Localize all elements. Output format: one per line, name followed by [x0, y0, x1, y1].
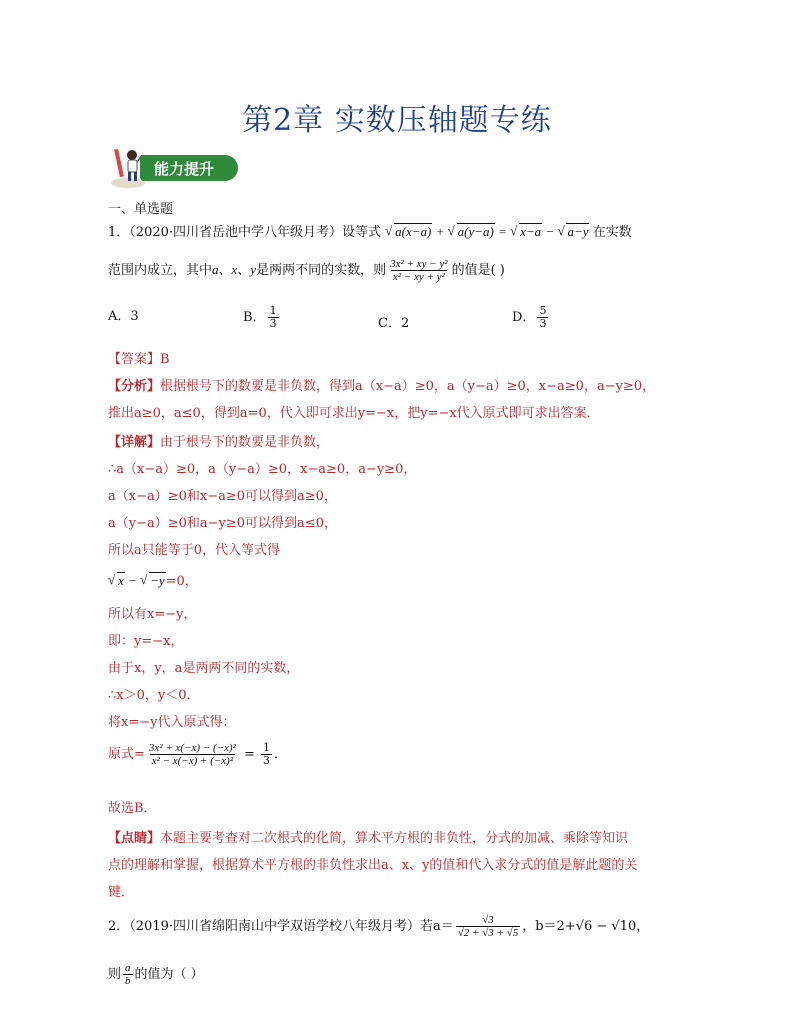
analysis-line1: 【分析】根据根号下的数要是非负数，得到a（x−a）≥0，a（y−a）≥0，x−a≥0，a−y≥0， [108, 379, 656, 394]
badge-label: 能力提升 [154, 160, 215, 178]
q1-line2-b: 是两两不同的实数，则 [256, 263, 387, 278]
choice-c-label: C．2 [378, 316, 410, 331]
result-fraction: $\frac{1}{3}$ [263, 741, 271, 767]
choice-a[interactable] [108, 305, 139, 324]
detail-line13: 故选B． [108, 801, 157, 816]
q1-line2-a: 范围内成立，其中 [108, 263, 213, 278]
detail-line1: 【详解】由于根号下的数要是非负数， [108, 435, 330, 450]
choice-d[interactable] [512, 305, 550, 330]
choice-b-label: B． [243, 310, 266, 325]
detail-line3: a（x−a）≥0和x−a≥0可以得到a≥0， [108, 489, 337, 504]
q2-line2: 则 $\frac{a}{b}$ 的值为（ ） [108, 962, 204, 987]
choice-d-label: D． [512, 310, 536, 325]
detail-line12: 原式= $\frac{\text{3x² + x(−x) − (−x)²}}{\text{x² − x(−x) + (−x)²}}$ = $\frac{1}{3}$ ． [108, 741, 288, 767]
q2-b-text: ，b＝2+√6 − √10， [522, 919, 650, 934]
detail-line10: ∴x＞0，y＜0． [108, 688, 200, 703]
choice-c[interactable] [378, 312, 409, 331]
choice-d-fraction: $\frac{5}{3}$ [539, 304, 547, 330]
choice-b-fraction: $\frac{1}{3}$ [269, 304, 277, 330]
comment-line3: 键． [108, 885, 135, 900]
detail-line6: √ x − √ −y=0， [108, 570, 198, 589]
ability-badge [108, 143, 240, 189]
detail-line5: 所以a只能等于0，代入等式得 [108, 543, 281, 558]
choice-a-label: A．3 [108, 309, 139, 324]
q1-suffix: 在实数 [592, 225, 632, 240]
q2-a-fraction: $\frac{√3}{√2 + √3 + √5}$ [457, 914, 519, 939]
detail-line4: a（y−a）≥0和a−y≥0可以得到a≤0， [108, 516, 337, 531]
analysis-line2: 推出a≥0，a≤0，得到a=0，代入即可求出y=−x，把y=−x代入原式即可求出答案． [108, 406, 600, 421]
choice-b[interactable] [243, 305, 281, 330]
substituted-fraction: $\frac{\text{3x² + x(−x) − (−x)²}}{\text{x² − x(−x) + (−x)²}}$ [148, 742, 236, 767]
detail-line11: 将x=−y代入原式得： [108, 715, 236, 730]
q1-line2-c: 的值是( ) [451, 263, 505, 278]
sqrt-expression: √ x − √ −y [108, 573, 166, 588]
detail-line8: 即：y=−x， [108, 634, 184, 649]
answer-tag: 【答案】 [108, 352, 161, 367]
section-heading: 一、单选题 [108, 202, 174, 217]
q1-fraction [388, 258, 449, 283]
q2-ab-fraction: $\frac{a}{b}$ [125, 962, 131, 987]
comment-line2: 点的理解和掌握，根据算术平方根的非负性求出a、x、y的值和代入求分式的值是解此题的关 [108, 858, 638, 873]
q2-prefix: 2．（2019·四川省绵阳南山中学双语学校八年级月考）若a＝ [108, 919, 454, 934]
detail-line9: 由于x，y，a是两两不同的实数， [108, 661, 300, 676]
q1-frac-num: 3x² + xy − y² [390, 258, 448, 270]
comment-line1: 【点睛】本题主要考查对二次根式的化简，算术平方根的非负性，分式的加减、乘除等知识 [108, 831, 629, 846]
page-title: 第2章 实数压轴题专练 [242, 103, 552, 138]
q2-line1 [108, 914, 649, 939]
detail-line7: 所以有x=−y， [108, 607, 197, 622]
answer-value: B [160, 352, 170, 367]
answer-line [108, 348, 170, 367]
q1-prefix: 1．（2020·四川省岳池中学八年级月考）设等式 [108, 225, 381, 240]
q1-vars: a、x、y [212, 262, 257, 277]
detail-line2: ∴a（x−a）≥0，a（y−a）≥0，x−a≥0，a−y≥0， [108, 462, 417, 477]
q1-line2 [108, 258, 505, 283]
q1-line1 [108, 221, 632, 240]
q1-frac-den: x² − xy + y² [392, 271, 445, 283]
q1-equation: √ a(x−a) + √ a(y−a) = √ x−a − √ a−y [385, 224, 593, 239]
